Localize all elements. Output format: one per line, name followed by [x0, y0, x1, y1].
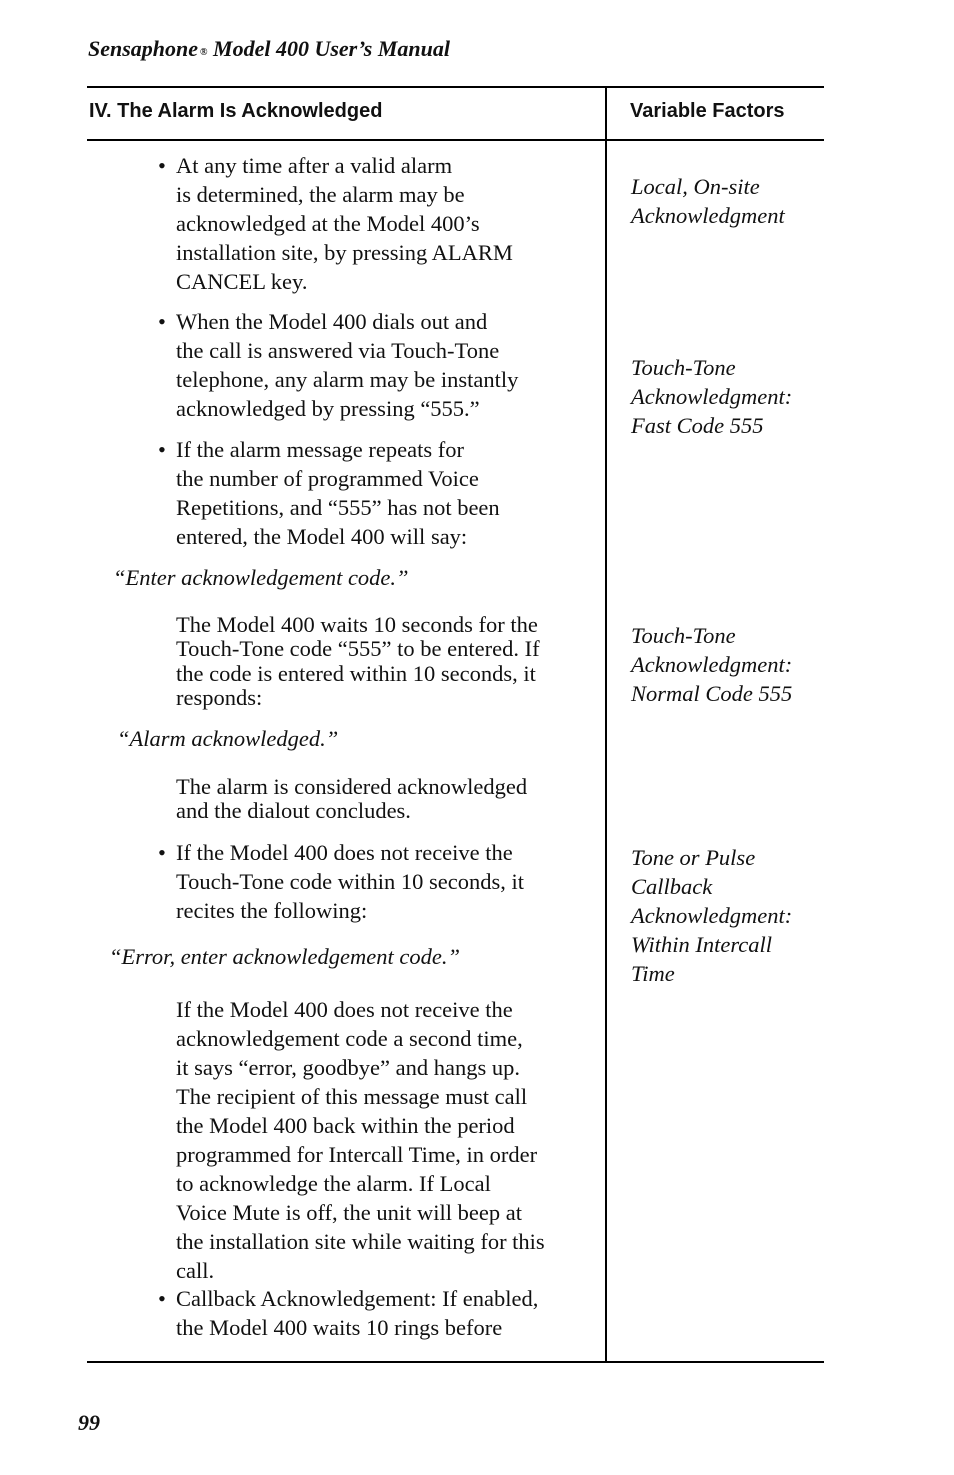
text-line: The Model 400 waits 10 seconds for the — [176, 612, 538, 637]
text-line: At any time after a valid alarm — [176, 153, 453, 178]
text-line: CANCEL key. — [176, 269, 308, 294]
text-line: Tone or Pulse — [631, 845, 756, 870]
page-number: 99 — [78, 1410, 100, 1435]
spoken-prompt-error: “Error, enter acknowledgement code.” — [109, 944, 460, 969]
text-line: Acknowledgment: — [631, 384, 793, 409]
table-column-divider — [605, 87, 607, 1363]
registered-mark: ® — [200, 47, 208, 58]
text-line: If the Model 400 does not receive the — [176, 997, 513, 1022]
text-line: is determined, the alarm may be — [176, 182, 465, 207]
text-line: acknowledged by pressing “555.” — [176, 396, 480, 421]
text-line: Touch-Tone code within 10 seconds, it — [176, 869, 525, 894]
manual-title: Model 400 User’s Manual — [213, 36, 450, 61]
text-line: If the Model 400 does not receive the — [176, 840, 513, 865]
text-line: Acknowledgment: — [631, 652, 793, 677]
right-column-heading: Variable Factors — [630, 100, 785, 122]
text-line: Acknowledgment: — [631, 903, 793, 928]
text-line: acknowledgement code a second time, — [176, 1026, 523, 1051]
text-line: call. — [176, 1258, 215, 1283]
bullet-voice-repetitions — [176, 435, 500, 551]
bullet-fast-code — [176, 307, 518, 423]
factor-normal-code — [631, 621, 792, 708]
table-top-rule — [87, 86, 824, 88]
bullet-marker: • — [158, 840, 166, 865]
text-line: the Model 400 waits 10 rings before — [176, 1315, 503, 1340]
text-line: the call is answered via Touch-Tone — [176, 338, 500, 363]
bullet-marker: • — [158, 309, 166, 334]
factor-callback-ack — [631, 843, 792, 988]
table-header-rule — [87, 139, 824, 141]
factor-local-ack — [631, 172, 785, 230]
text-line: Acknowledgment — [631, 203, 785, 228]
text-line: telephone, any alarm may be instantly — [176, 367, 519, 392]
text-line: When the Model 400 dials out and — [176, 309, 488, 334]
text-line: Normal Code 555 — [631, 681, 793, 706]
bullet-marker: • — [158, 153, 166, 178]
text-line: Voice Mute is off, the unit will beep at — [176, 1200, 522, 1225]
spoken-prompt-acknowledged: “Alarm acknowledged.” — [117, 726, 339, 751]
text-line: entered, the Model 400 will say: — [176, 524, 468, 549]
spoken-prompt-enter-code: “Enter acknowledgement code.” — [113, 565, 409, 590]
text-line: installation site, by pressing ALARM — [176, 240, 513, 265]
text-line: Callback — [631, 874, 713, 899]
text-line: Local, On-site — [631, 174, 760, 199]
text-line: acknowledged at the Model 400’s — [176, 211, 480, 236]
text-line: the installation site while waiting for this — [176, 1229, 545, 1254]
text-line: Within Intercall — [631, 932, 773, 957]
paragraph-intercall-time — [176, 995, 545, 1285]
factor-fast-code — [631, 353, 792, 440]
text-line: If the alarm message repeats for — [176, 437, 464, 462]
text-line: Time — [631, 961, 675, 986]
table-bottom-rule — [87, 1361, 824, 1363]
text-line: Touch-Tone code “555” to be entered. If — [176, 636, 540, 662]
text-line: it says “error, goodbye” and hangs up. — [176, 1055, 521, 1080]
running-head — [88, 36, 450, 62]
paragraph-dialout-concludes — [176, 775, 527, 824]
text-line: Fast Code 555 — [631, 413, 764, 438]
text-line: to acknowledge the alarm. If Local — [176, 1171, 491, 1196]
text-line: Repetitions, and “555” has not been — [176, 495, 500, 520]
text-line: responds: — [176, 684, 263, 710]
text-line: the code is entered within 10 seconds, it — [176, 660, 536, 686]
left-column-heading: IV. The Alarm Is Acknowledged — [89, 100, 383, 122]
bullet-marker: • — [158, 1286, 166, 1311]
text-line: Touch-Tone — [631, 355, 736, 380]
text-line: The recipient of this message must call — [176, 1084, 528, 1109]
bullet-no-code-received — [176, 838, 524, 925]
text-line: the number of programmed Voice — [176, 466, 479, 491]
bullet-marker: • — [158, 437, 166, 462]
text-line: The alarm is considered acknowledged — [176, 774, 528, 799]
paragraph-wait-10-seconds — [176, 613, 540, 710]
bullet-callback-ack — [176, 1284, 538, 1342]
text-line: and the dialout concludes. — [176, 798, 411, 824]
bullet-local-ack — [176, 151, 513, 296]
text-line: Callback Acknowledgement: If enabled, — [176, 1286, 539, 1311]
text-line: programmed for Intercall Time, in order — [176, 1142, 538, 1167]
text-line: Touch-Tone — [631, 623, 736, 648]
brand-name: Sensaphone — [88, 36, 199, 61]
text-line: recites the following: — [176, 898, 368, 923]
text-line: the Model 400 back within the period — [176, 1113, 515, 1138]
